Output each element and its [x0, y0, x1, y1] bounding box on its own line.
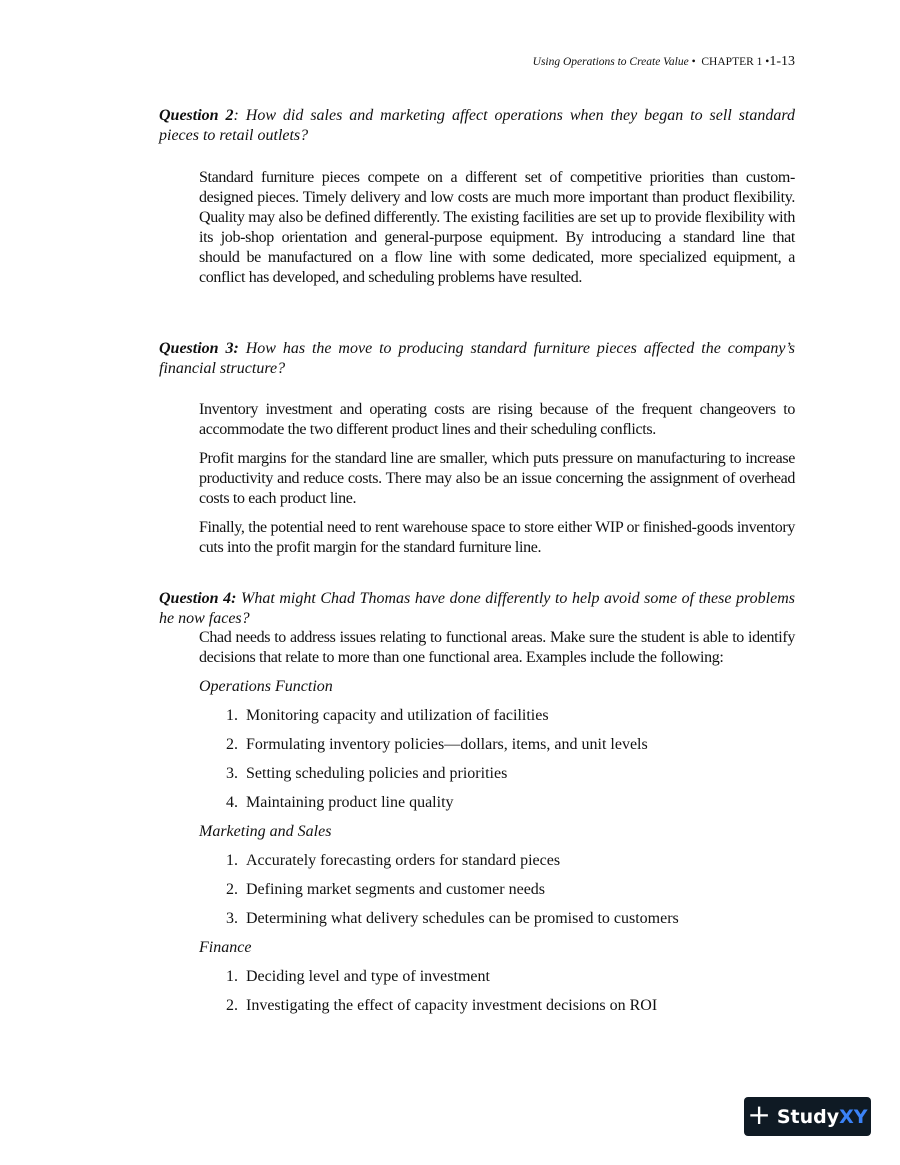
- question-2-label: Question 2: [159, 107, 234, 124]
- studyxy-logo: [744, 1097, 871, 1136]
- brand-accent: XY: [839, 1105, 868, 1128]
- running-header-title: Using Operations to Create Value: [532, 56, 689, 68]
- question-4-answer-block: [199, 628, 795, 1016]
- chapter-label: CHAPTER 1: [701, 56, 763, 68]
- list-item: 1 . Monitoring capacity and utilization of facilities: [199, 706, 795, 726]
- running-header: [533, 54, 795, 70]
- list-item: 1 . Deciding level and type of investment: [199, 967, 795, 987]
- list-item: 2 . Formulating inventory policies—dollars, items, and unit levels: [199, 735, 795, 755]
- question-3-label: Question 3:: [159, 340, 239, 357]
- question-2-answer-block: [199, 168, 795, 297]
- list-item: 3 . Determining what delivery schedules can be promised to customers: [199, 909, 795, 929]
- question-4-intro: Chad needs to address issues relating to functional areas. Make sure the student is able to identify decisions that relate to more than one functional area. Examples include the following:: [199, 629, 795, 666]
- page-number: 1-13: [769, 54, 795, 69]
- list-item: 1 . Accurately forecasting orders for standard pieces: [199, 851, 795, 871]
- operations-function-heading: Operations Function: [199, 678, 333, 695]
- list-item: 4 . Maintaining product line quality: [199, 793, 795, 813]
- header-bullet-2: •: [765, 56, 770, 68]
- question-4: [159, 589, 795, 629]
- operations-function-list: [199, 706, 795, 813]
- finance-heading: Finance: [199, 939, 252, 956]
- question-3-prompt: How has the move to producing standard furniture pieces affected the company’s financial structure?: [159, 340, 795, 377]
- question-4-prompt: What might Chad Thomas have done differently to help avoid some of these problems he now faces?: [159, 590, 795, 627]
- list-item: 2 . Investigating the effect of capacity investment decisions on ROI: [199, 996, 795, 1016]
- question-3-answer-2: Profit margins for the standard line are smaller, which puts pressure on manufacturing to increase productivity and reduce costs. There may also be an issue concerning the assignment of overhead costs to each product line.: [199, 450, 795, 507]
- question-3: [159, 339, 795, 379]
- brand-main: Study: [776, 1105, 840, 1128]
- header-bullet: •: [691, 56, 696, 68]
- marketing-sales-list: [199, 851, 795, 929]
- question-3-answer-block: [199, 400, 795, 567]
- list-item: 3 . Setting scheduling policies and priorities: [199, 764, 795, 784]
- question-2: [159, 106, 795, 146]
- question-3-answer-3: Finally, the potential need to rent warehouse space to store either WIP or finished-goods inventory cuts into the profit margin for the standard furniture line.: [199, 519, 795, 556]
- marketing-sales-heading: Marketing and Sales: [199, 823, 332, 840]
- plus-icon: +: [747, 1098, 771, 1131]
- finance-list: [199, 967, 795, 1016]
- question-4-label: Question 4:: [159, 590, 237, 607]
- question-3-answer-1: Inventory investment and operating costs are rising because of the frequent changeovers to accommodate the two different product lines and their scheduling conflicts.: [199, 401, 795, 438]
- question-2-prompt: : How did sales and marketing affect operations when they began to sell standard pieces to retail outlets?: [159, 107, 795, 144]
- question-2-answer: Standard furniture pieces compete on a different set of competitive priorities than custom-designed pieces. Timely delivery and low costs are much more important than product flexibility. Quality may also be defined differently. The existing facilities are set up to provide flexibility with its job-shop orientation and general-purpose equipment. By introducing a standard line that should be manufactured on a flow line with some dedicated, more specialized equipment, a conflict has developed, and scheduling problems have resulted.: [199, 169, 795, 286]
- list-item: 2 . Defining market segments and customer needs: [199, 880, 795, 900]
